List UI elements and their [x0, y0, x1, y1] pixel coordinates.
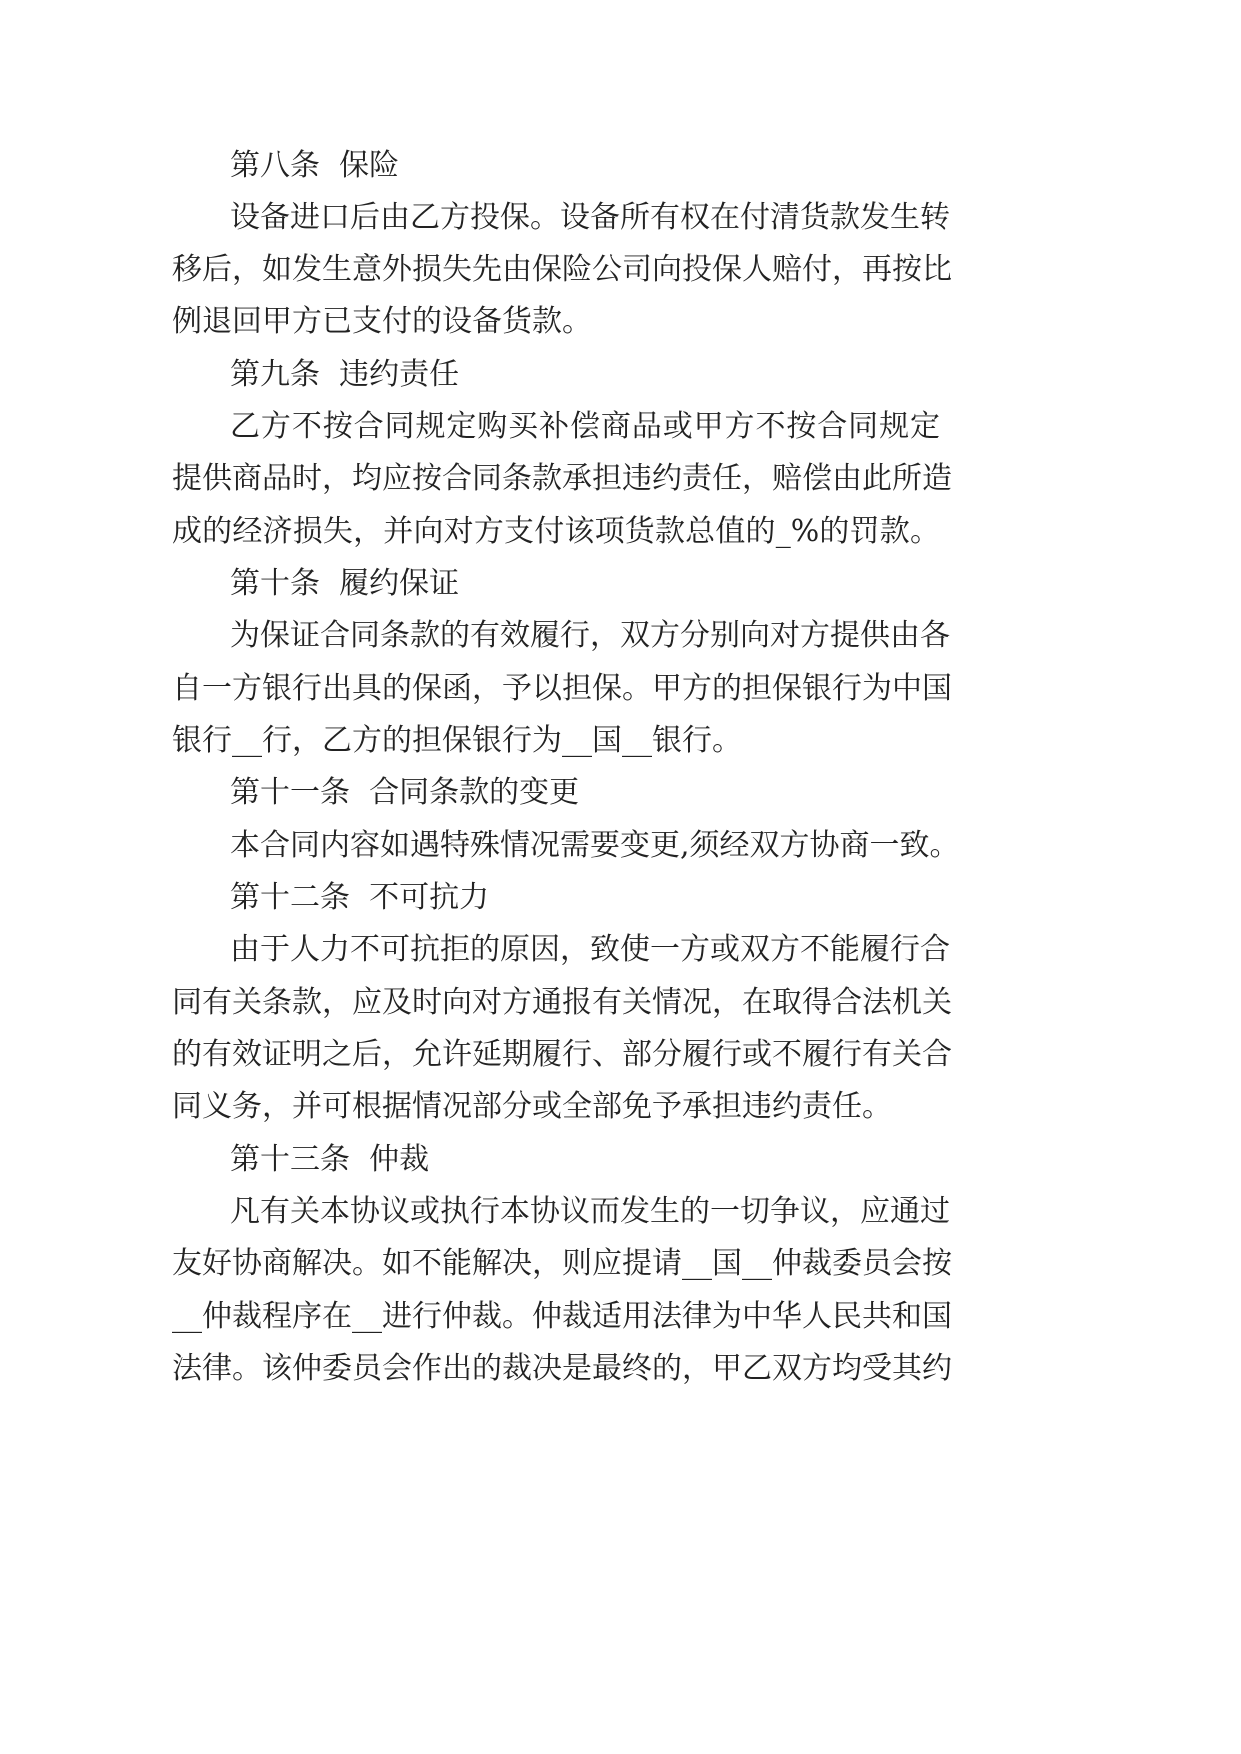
article-13-body-line: 友好协商解决。如不能解决，则应提请__国__仲裁委员会按: [172, 1246, 952, 1281]
article-10-body-line: 银行__行，乙方的担保银行为__国__银行。: [172, 723, 742, 758]
article-9-body-line: 乙方不按合同规定购买补偿商品或甲方不按合同规定: [230, 409, 940, 444]
article-9-body-line: 提供商品时，均应按合同条款承担违约责任，赔偿由此所造: [172, 461, 952, 496]
article-12-body-line: 的有效证明之后，允许延期履行、部分履行或不履行有关合: [172, 1037, 952, 1072]
article-8-body-line: 移后，如发生意外损失先由保险公司向投保人赔付，再按比: [172, 252, 952, 287]
article-13-body-line: 凡有关本协议或执行本协议而发生的一切争议，应通过: [230, 1194, 950, 1229]
article-12-heading: 第十二条 不可抗力: [230, 880, 490, 915]
article-10-body-line: 自一方银行出具的保函，予以担保。甲方的担保银行为中国: [172, 671, 952, 706]
article-8-heading: 第八条 保险: [230, 148, 400, 183]
article-13-body-line: __仲裁程序在__进行仲裁。仲裁适用法律为中华人民共和国: [172, 1299, 952, 1334]
article-10-body-line: 为保证合同条款的有效履行，双方分别向对方提供由各: [230, 618, 950, 653]
article-11-heading: 第十一条 合同条款的变更: [230, 775, 580, 810]
article-13-heading: 第十三条 仲裁: [230, 1142, 430, 1177]
article-9-body-line: 成的经济损失，并向对方支付该项货款总值的_%的罚款。: [172, 514, 940, 549]
article-8-body-line: 设备进口后由乙方投保。设备所有权在付清货款发生转: [230, 200, 950, 235]
article-11-body-line: 本合同内容如遇特殊情况需要变更,须经双方协商一致。: [230, 828, 960, 863]
article-10-heading: 第十条 履约保证: [230, 566, 460, 601]
article-9-heading: 第九条 违约责任: [230, 357, 460, 392]
article-8-body-line: 例退回甲方已支付的设备货款。: [172, 304, 592, 339]
article-12-body-line: 由于人力不可抗拒的原因，致使一方或双方不能履行合: [230, 932, 950, 967]
article-12-body-line: 同有关条款，应及时向对方通报有关情况，在取得合法机关: [172, 985, 952, 1020]
article-13-body-line: 法律。该仲委员会作出的裁决是最终的，甲乙双方均受其约: [172, 1351, 952, 1386]
article-12-body-line: 同义务，并可根据情况部分或全部免予承担违约责任。: [172, 1089, 892, 1124]
